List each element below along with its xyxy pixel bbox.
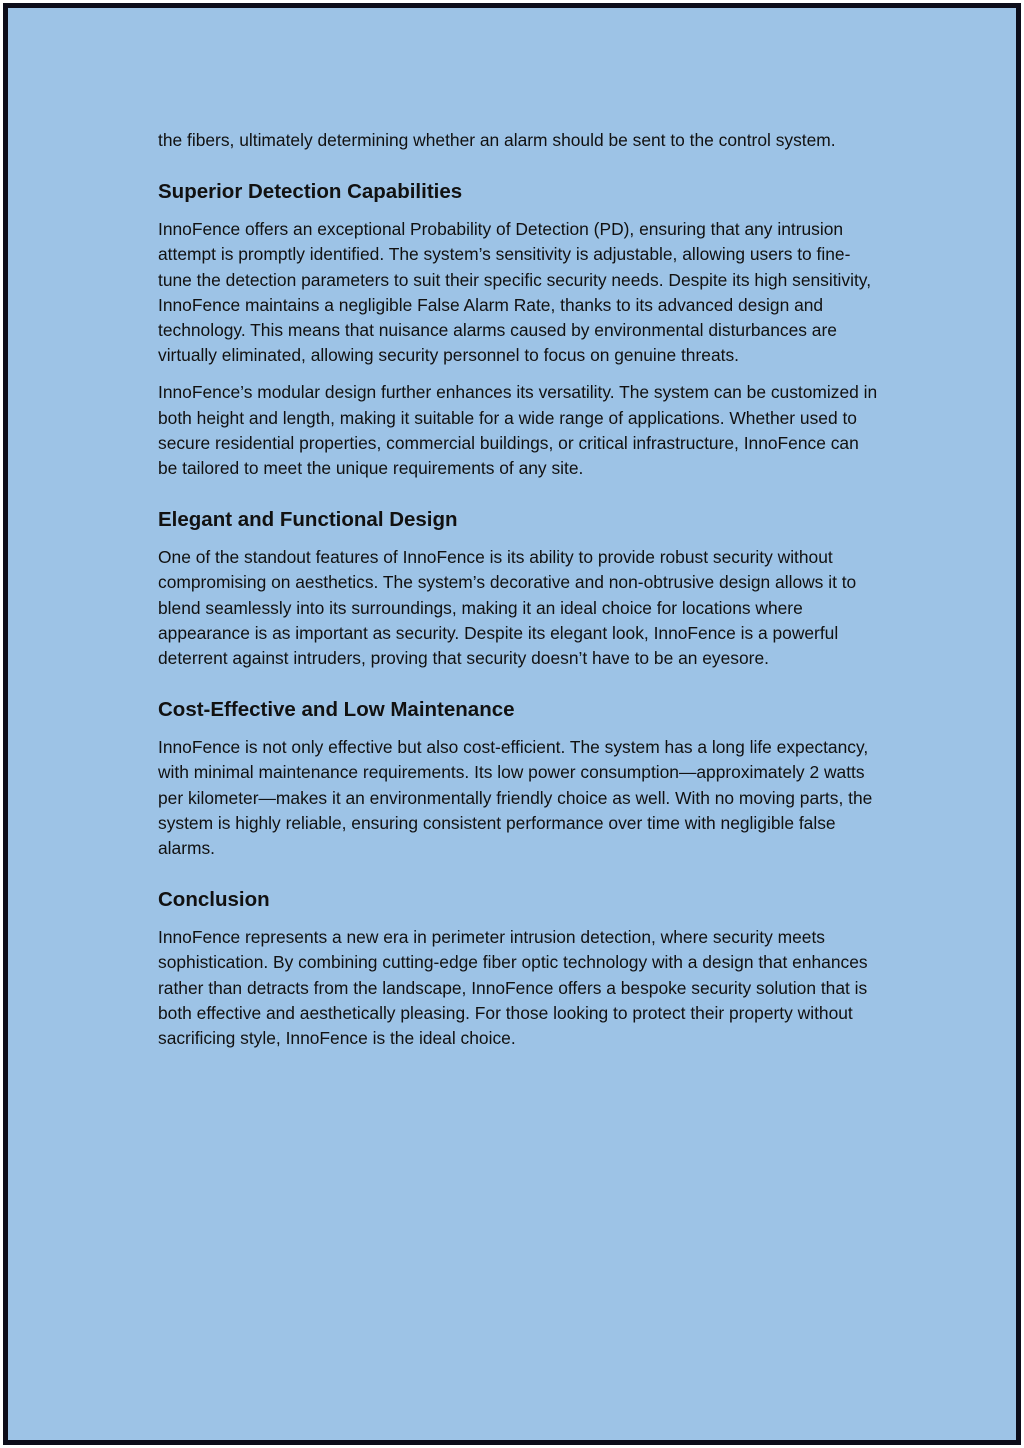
section-heading-cost: Cost-Effective and Low Maintenance: [158, 698, 515, 722]
paragraph-design-1: One of the standout features of InnoFence is its ability to provide robust security without compromising on aesthetics. The system’s decorative and non-obtrusive design allows it to blend seamlessly into its surroundings, making it an ideal choice for locations where appearance is as important as security. Despite its elegant look, InnoFence is a powerful deterrent against intruders, proving that security doesn’t have to be an eyesore.: [158, 547, 857, 669]
paragraph-conclusion-1: InnoFence represents a new era in perimeter intrusion detection, where security meets sophistication. By combining cutting-edge fiber optic technology with a design that enhances rather than detracts from the landscape, InnoFence offers a bespoke security solution that is both effective and aesthetically pleasing. For those looking to protect their property without sacrificing style, InnoFence is the ideal choice.: [158, 927, 868, 1049]
section-heading-detection: Superior Detection Capabilities: [158, 180, 463, 204]
section-heading-design: Elegant and Functional Design: [158, 508, 458, 532]
paragraph-cost-1: InnoFence is not only effective but also cost-efficient. The system has a long life expectancy, with minimal maintenance requirements. Its low power consumption—approximately 2 watts per kilometer—makes it an environmentally friendly choice as well. With no moving parts, the system is highly reliable, ensuring consistent performance over time with negligible false alarms.: [158, 737, 873, 859]
section-heading-conclusion: Conclusion: [158, 888, 270, 912]
intro-paragraph: the fibers, ultimately determining whether an alarm should be sent to the control system.: [158, 130, 836, 150]
paragraph-detection-2: InnoFence’s modular design further enhances its versatility. The system can be customized in both height and length, making it suitable for a wide range of applications. Whether used to secure residential properties, commercial buildings, or critical infrastructure, InnoFence can be tailored to meet the unique requirements of any site.: [158, 382, 878, 479]
document-body: [158, 128, 880, 1063]
paragraph-detection-1: InnoFence offers an exceptional Probability of Detection (PD), ensuring that any intrusion attempt is promptly identified. The system’s sensitivity is adjustable, allowing users to fine-tune the detection parameters to suit their specific security needs. Despite its high sensitivity, InnoFence maintains a negligible False Alarm Rate, thanks to its advanced design and technology. This means that nuisance alarms caused by environmental disturbances are virtually eliminated, allowing security personnel to focus on genuine threats.: [158, 219, 872, 366]
document-page: [3, 3, 1021, 1445]
